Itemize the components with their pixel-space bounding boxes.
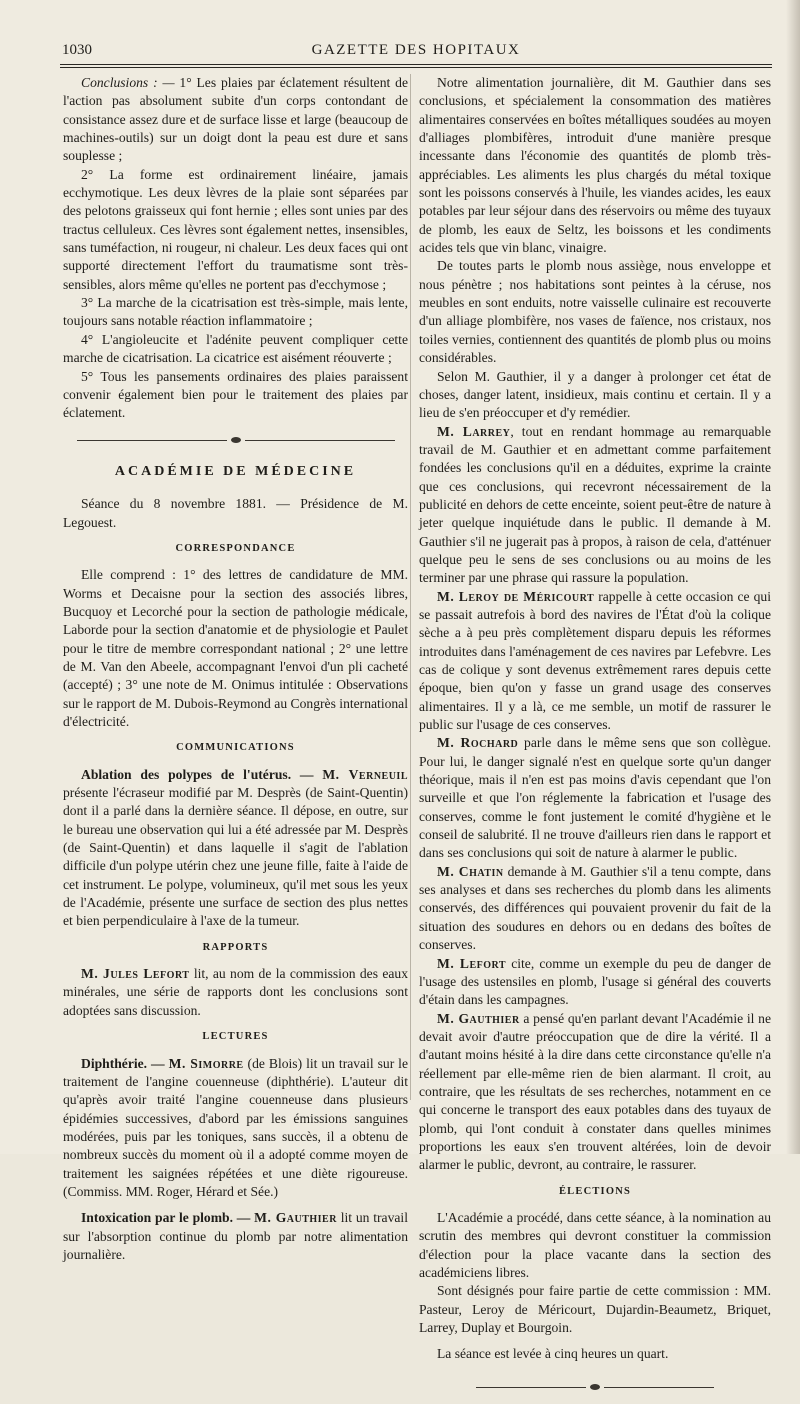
seance-line: Séance du 8 novembre 1881. — Présidence de M. Legouest. [63, 496, 408, 530]
conclusion-2: 2° La forme est ordinairement linéaire, jamais ecchymotique. Les deux lèvres de la plaie sont séparées par des pelotons graisseux qui font hernie ; elles sont unies par des tractus celluleux. Ces lèvres sont également nettes, insensibles, sans tuméfaction, ni rougeur, ni chaleur. Les deux faces qui ont supporté directement l'effort du traumatisme sont très-sensibles, alors même qu'elles ne portent pas d'ecchymose ; [63, 166, 408, 292]
leroy-paragraph: M. Leroy de Méricourt rappelle à cette occasion ce qui se passait autrefois à bord des navires de l'État d'où la colique sèche a à peu près complètement disparu depuis les réformes introduites dans l'aménagement de ces navires par Lefebvre. Les cas de colique y sont devenus extrêmement rares depuis cette époque, bien qu'on y fasse un grand usage des conserves alimentaires. Il y a là, ce me semble, un motif de rassurer le public sur l'usage de ces conserves. [419, 588, 771, 733]
right-column [419, 74, 771, 1404]
plomb-paragraph: Intoxication par le plomb. — M. Gauthier lit un travail sur l'absorption continue du plomb par notre alimentation journalière. [63, 1210, 408, 1262]
end-ornament [419, 1378, 771, 1396]
conclusion-4: 4° L'angioleucite et l'adénite peuvent compliquer cette marche de cicatrisation. La cicatrice est aisément réouverte ; [63, 331, 408, 366]
page-header [60, 40, 772, 62]
lefort-paragraph: M. Lefort cite, comme un exemple du peu de danger de l'usage des ustensiles en plomb, l'usage si général des couverts d'étain dans les campagnes. [419, 955, 772, 1008]
rochard-paragraph: M. Rochard parle dans le même sens que son collègue. Pour lui, le danger signalé n'est en quelque sorte qu'un danger théorique, mais il n'en est pas moins d'avis cependant que l'on surveille et que l'on réglemente la fabrication et l'usage des conserves, comme le font justement le comité d'hygiène et le conseil de salubrité. Il ne trouve d'ailleurs rien dans le rapport et dans ses conclusions qui soit de nature à alarmer le public. [419, 735, 771, 861]
communications-title: COMMUNICATIONS [176, 742, 295, 754]
communication-paragraph: Ablation des polypes de l'utérus. — M. Verneuil présente l'écraseur modifié par M. Desprès (de Saint-Quentin) dont il a parlé dans la dernière séance. Il dépose, en outre, sur le bureau une observation qui lui a été adressée par M. Desprès (de Saint-Quentin) et dans laquelle il s'agit de l'ablation difficile d'un polype utérin chez une jeune fille, faite à l'aide de cet instrument. Le polype, volumineux, qu'il met sous les yeux de l'Académie, présente une surface de section des plus nettes et bien perpendiculaire à l'axe de la tumeur. [63, 766, 408, 929]
elections-paragraph-2: Sont désignés pour faire partie de cette commission : MM. Pasteur, Leroy de Méricourt, Dujardin-Beaumetz, Briquet, Larrey, Duplay et Bourgoin. [419, 1283, 771, 1336]
correspondance-title: CORRESPONDANCE [175, 542, 296, 554]
section-ornament [63, 431, 408, 449]
gauthier-reply: M. Gauthier a pensé qu'en parlant devant l'Académie il ne devait avoir d'autre préoccupation que de dire la vérité. Il a d'autant moins hésité à la dire dans cette circonstance qu'elle n'a réellement par elle-même rien de bien alarmant. Il croit, au contraire, que les résultats de ses recherches, notamment en ce qui concerne le transport des eaux potables dans des tuyaux de plomb, qui l'ont conduit à constater dans quelles minimes proportions les eaux s'en trouvent altérées, loin de devoir alarmer le public, devront, au contraire, le rassurer. [419, 1010, 771, 1173]
elections-title: ÉLECTIONS [558, 1185, 632, 1197]
elections-paragraph-1: L'Académie a procédé, dans cette séance, à la nomination au scrutin des membres qui devront constituer la commission d'élection pour la place vacante dans la section des académiciens libres. [419, 1209, 771, 1280]
conclusions-label: Conclusions : — [81, 75, 175, 90]
chatin-paragraph: M. Chatin demande à M. Gauthier s'il a tenu compte, dans ses analyses et dans ses recherches du plomb dans les aliments conservés, des différences qui pouvaient provenir du fait de la situation des soudures en dehors ou en dedans des boîtes de conserves. [419, 863, 771, 953]
conclusions-paragraph: Conclusions : — 1° Les plaies par éclatement résultent de l'action pas absolument subite d'un corps contondant de consistance assez dure et de surface lisse et large (beaucoup de machines-outils) sur un doigt dont la peau est dure et sans souplesse ; [63, 75, 408, 164]
column-divider [410, 74, 411, 1100]
page-number: 1030 [62, 42, 92, 58]
gauthier-danger: Selon M. Gauthier, il y a danger à prolonger cet état de choses, danger latent, insidieux, mais continu et certain. Il y a lieu de s'en préoccuper et d'y remédier. [419, 368, 771, 421]
header-rule-second [60, 67, 772, 68]
rapports-title: RAPPORTS [202, 941, 269, 953]
lectures-title: LECTURES [202, 1031, 269, 1043]
academy-title: ACADÉMIE DE MÉDECINE [114, 463, 357, 479]
diphtherie-paragraph: Diphthérie. — M. Simorre (de Blois) lit un travail sur le traitement de l'angine couenneuse (diphthérie). L'auteur dit qu'après avoir traité l'angine couenneuse dans plusieurs épidémies successives, d'abord par les émissions sanguines modérées, puis par les toniques, sans succès, il a obtenu de nombreux succès du moment où il a adopté comme moyen de traitement les saignées répétées et une diète rigoureuse. (Commiss. MM. Roger, Hérard et Sée.) [63, 1055, 408, 1199]
larrey-paragraph: M. Larrey, tout en rendant hommage au remarquable travail de M. Gauthier et en admettant comme parfaitement fondées les conclusions qu'il en a déduites, exprime la crainte que ces conclusions, qui recevront nécessairement de la publicité en dehors de cette enceinte, soient peut-être de nature à jeter quelque inquiétude dans le public. Il demande à M. Gauthier s'il ne jugerait pas à propos, à raison de cela, d'atténuer quelque peu le sens de ses conclusions ou au moins de les terminer par une phrase qui rassure la population. [419, 423, 771, 586]
left-column [63, 74, 408, 1264]
correspondance-text: Elle comprend : 1° des lettres de candidature de MM. Worms et Decaisne pour la section des associés libres, Bucquoy et Lecorché pour la section de pathologie médicale, Laborde pour la section d'anatomie et de physiologie et Paulet pour le titre de membre correspondant national ; 2° une lettre de M. Van den Abeele, accompagnant l'envoi d'un pli cacheté (accepté) ; 3° une note de M. Onimus intitulée : Observations sur le rapport de M. Dubois-Reymond au Congrès international d'électricité. [63, 567, 408, 729]
conclusion-3: 3° La marche de la cicatrisation est très-simple, mais lente, toujours sans notable réaction inflammatoire ; [63, 295, 408, 329]
journal-title: GAZETTE DES HOPITAUX [311, 42, 521, 58]
header-rule [60, 64, 772, 65]
conclusion-5: 5° Tous les pansements ordinaires des plaies paraissent convenir également bien pour le traitement des plaies par éclatement. [63, 368, 408, 421]
page-edge-shadow [786, 0, 800, 1154]
gauthier-conclusions: Notre alimentation journalière, dit M. Gauthier dans ses conclusions, et spécialement la consommation des matières alimentaires conservées en boîtes métalliques soudées au moyen d'alliages plombifères, introduit d'une manière presque incessante dans l'économie des quantités de plomb très-appréciables. Les aliments les plus chargés du métal toxique sont les poissons conservés à l'huile, les viandes acides, les eaux potables par leur séjour dans des réservoirs ou même des tuyaux de plomb, les eaux de Seltz, les boissons et les condiments acides tels que vin blanc, vinaigre. [419, 75, 771, 256]
plomb-everywhere: De toutes parts le plomb nous assiège, nous enveloppe et nous pénètre ; nos habitations sont peintes à la céruse, nos meubles en sont enduits, notre vaisselle culinaire est recouverte d'un alliage plombifère, nos vases de faïence, nos cristaux, nos toiles vernies, contiennent des quantités de plomb plus ou moins considérables. [419, 258, 771, 366]
closing-line: La séance est levée à cinq heures un quart. [437, 1346, 669, 1362]
rapports-paragraph: M. Jules Lefort lit, au nom de la commission des eaux minérales, une série de rapports dont les conclusions sont adoptées sans discussion. [63, 966, 409, 1018]
